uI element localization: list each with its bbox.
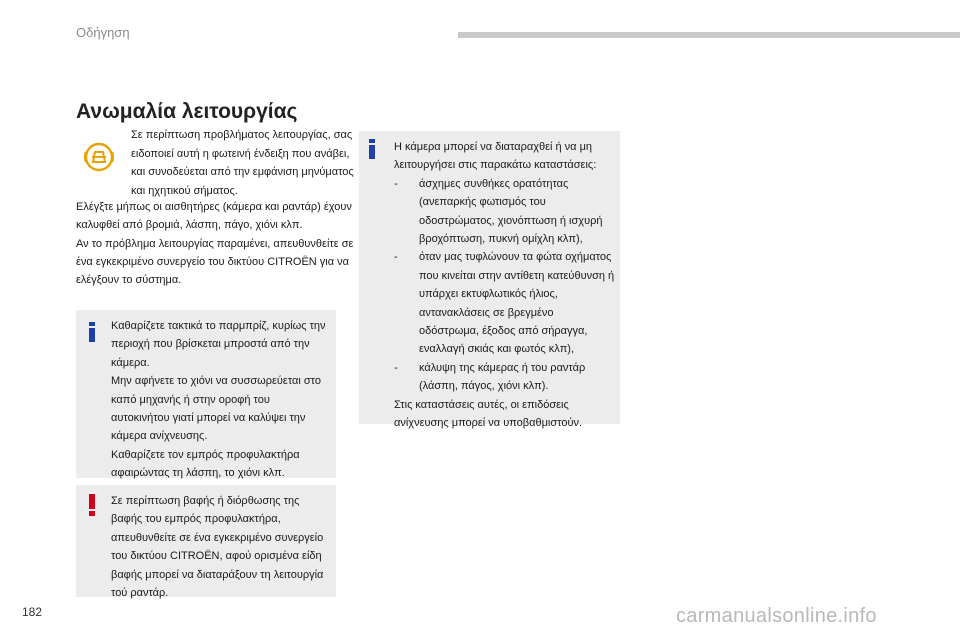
intro-text: Σε περίπτωση προβλήματος λειτουργίας, σας ειδοποιεί αυτή η φωτεινή ένδειξη που ανάβει, και συνοδεύεται από την εμφάνιση μηνύματος και ηχητικού σήματος.	[131, 129, 354, 197]
list-item-text: άσχημες συνθήκες ορατότητας (ανεπαρκής φωτισμός του οδοστρώματος, χιονόπτωση ή ισχυρή βροχόπτωση, πυκνή ομίχλη κλπ),	[419, 177, 603, 246]
list-dash: -	[394, 361, 398, 374]
warning-lamp-icon	[82, 140, 116, 174]
list-item	[394, 175, 616, 249]
info-icon	[89, 322, 95, 342]
info-intro: Η κάμερα μπορεί να διαταραχθεί ή να μη λειτουργήσει στις παρακάτω καταστάσεις:	[394, 141, 597, 172]
list-item	[394, 359, 616, 396]
watermark: carmanualsonline.info	[676, 605, 877, 627]
exclamation-icon	[89, 494, 95, 516]
info-box-text	[394, 138, 616, 433]
info-box-camera-conditions	[359, 131, 620, 430]
info-box-cleaning	[76, 310, 336, 478]
info-line: Μην αφήνετε το χιόνι να συσσωρεύεται στο καπό μηχανής ή στην οροφή του αυτοκινήτου γιατί μπορεί να καλύψει την κάμερα ανίχνευσης.	[111, 375, 321, 443]
section-header: Οδήγηση	[76, 25, 130, 40]
page-number: 182	[22, 605, 43, 619]
body-paragraph: Ελέγξτε μήπως οι αισθητήρες (κάμερα και ραντάρ) έχουν καλυφθεί από βρομιά, λάσπη, πάγο, χιόνι κλπ.	[76, 201, 352, 232]
body-paragraph: Αν το πρόβλημα λειτουργίας παραμένει, απευθυνθείτε σε ένα εγκεκριμένο συνεργείο του δικτύου CITROËN για να ελέγξουν το σύστημα.	[76, 237, 354, 287]
body-text	[76, 198, 368, 289]
info-line: Καθαρίζετε τον εμπρός προφυλακτήρα αφαιρώντας τη λάσπη, το χιόνι κλπ.	[111, 448, 300, 480]
page-title: Ανωμαλία λειτουργίας	[76, 100, 298, 123]
header-bar	[458, 32, 960, 38]
list-item	[394, 248, 616, 358]
list-dash: -	[394, 251, 398, 264]
info-icon	[369, 139, 375, 159]
list-item-text: κάλυψη της κάμερας ή του ραντάρ (λάσπη, πάγος, χιόνι κλπ).	[419, 361, 586, 393]
list-dash: -	[394, 177, 398, 190]
warning-box-text: Σε περίπτωση βαφής ή διόρθωσης της βαφής του εμπρός προφυλακτήρα, απευθυνθείτε σε ένα εγκεκριμένο συνεργείο του δικτύου CITROËN, αφού ορισμένα είδη βαφής μπορεί να διαταράξουν τη λειτουργία τού ραντάρ.	[111, 495, 324, 600]
info-line: Καθαρίζετε τακτικά το παρμπρίζ, κυρίως την περιοχή που βρίσκεται μπροστά από την κάμερα.	[111, 320, 326, 369]
list-item-text: όταν μας τυφλώνουν τα φώτα οχήματος που κινείται στην αντίθετη κατεύθυνση ή υπάρχει εκτυφλωτικός ήλιος, αντανακλάσεις σε βρεγμένο οδόστρωμα, έξοδος από σήραγγα, εναλλαγή σκιάς και φωτός κλπ),	[419, 251, 615, 356]
info-outro: Στις καταστάσεις αυτές, οι επιδόσεις ανίχνευσης μπορεί να υποβαθμιστούν.	[394, 398, 583, 430]
warning-box-paint	[76, 485, 336, 600]
info-box-text	[111, 317, 331, 483]
